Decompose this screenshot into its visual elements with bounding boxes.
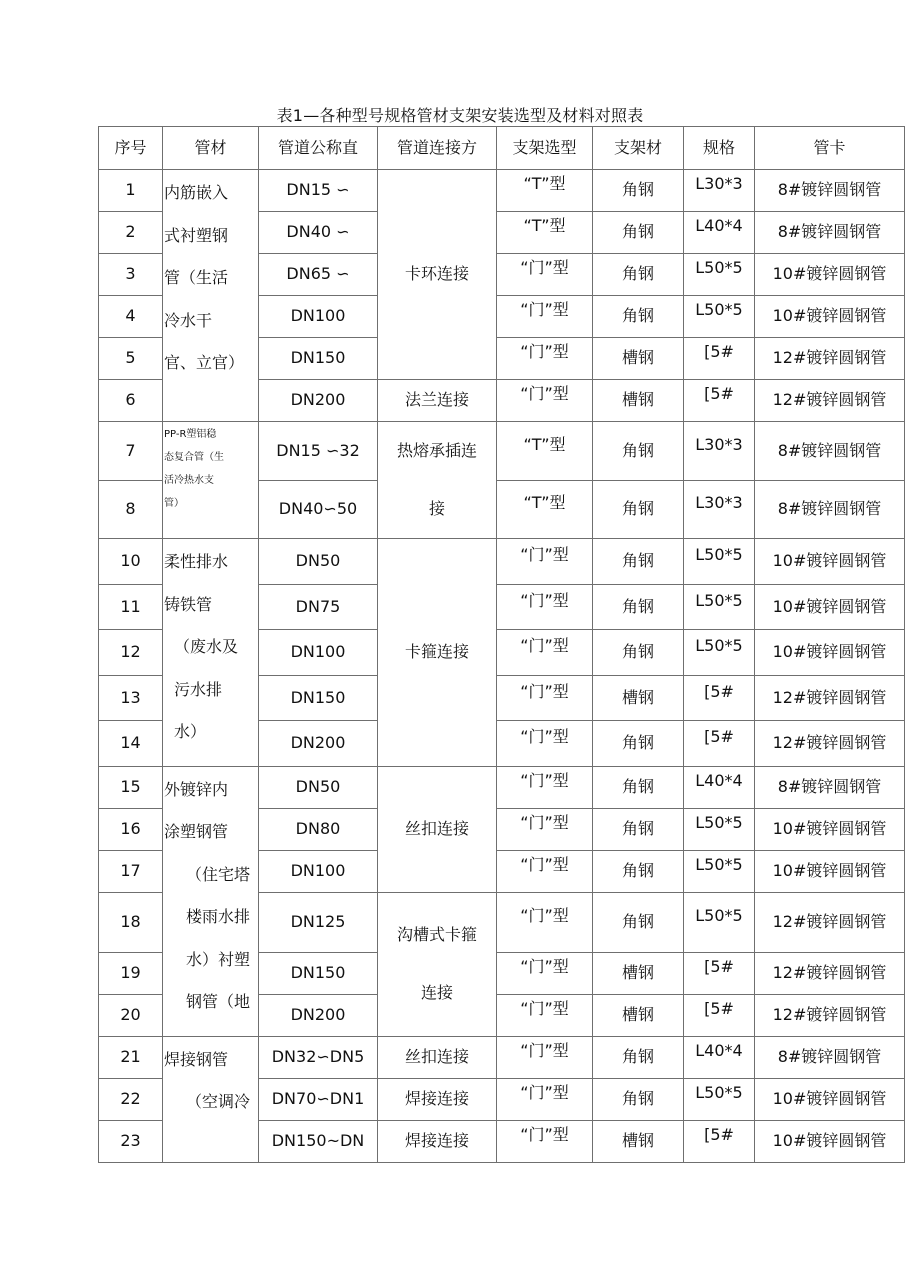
header-cell: 支架材 [593, 127, 684, 170]
support-type [497, 850, 593, 892]
spec [684, 338, 755, 380]
row-number: 3 [99, 254, 163, 296]
pipe-material-line: 外镀锌内 [164, 779, 229, 799]
support-type [497, 380, 593, 422]
spec [684, 170, 755, 212]
support-type-label: “门”型 [520, 384, 569, 404]
connection-method: 卡箍连接 [378, 539, 497, 767]
support-type-label: “门”型 [520, 956, 569, 976]
support-type-label: “门”型 [520, 905, 569, 925]
spec [684, 584, 755, 630]
pipe-support-table [98, 126, 905, 1163]
pipe-material-line: 水） [174, 722, 207, 741]
pipe-material-line: 官、立官） [164, 353, 245, 372]
pipe-clamp: 10#镀锌圆钢管 [755, 539, 905, 585]
spec-label: L50*5 [695, 300, 743, 320]
support-type [497, 296, 593, 338]
nominal-diameter: DN200 [259, 721, 378, 767]
row-number: 1 [99, 170, 163, 212]
support-type-label: “门”型 [520, 1124, 569, 1144]
connection-method-line: 沟槽式卡箍 [396, 925, 477, 944]
support-type-label: “门”型 [520, 1040, 569, 1060]
support-type [497, 952, 593, 994]
pipe-material-cell [163, 539, 259, 767]
nominal-diameter: DN150 [259, 952, 378, 994]
spec [684, 630, 755, 676]
nominal-diameter: DN150 [259, 338, 378, 380]
pipe-clamp: 12#镀锌圆钢管 [755, 721, 905, 767]
spec-label: L50*5 [695, 258, 743, 278]
table-row [99, 170, 905, 212]
pipe-material-line: 铸铁管 [164, 594, 213, 614]
spec [684, 1120, 755, 1162]
spec-label: L50*5 [695, 636, 743, 656]
support-type [497, 480, 593, 539]
row-number: 5 [99, 338, 163, 380]
spec-label: L50*5 [695, 545, 743, 565]
nominal-diameter: DN65 ∽ [259, 254, 378, 296]
spec-label: [5# [704, 1124, 734, 1144]
spec [684, 675, 755, 721]
row-number: 19 [99, 952, 163, 994]
spec-label: L40*4 [695, 770, 743, 790]
spec-label: [5# [704, 681, 734, 701]
spec-label: L30*3 [695, 434, 743, 454]
pipe-clamp: 12#镀锌圆钢管 [755, 892, 905, 952]
support-type-label: “门”型 [520, 590, 569, 610]
connection-method [378, 892, 497, 1036]
support-material: 槽钢 [593, 994, 684, 1036]
header-cell: 管道公称直 [259, 127, 378, 170]
support-material: 角钢 [593, 584, 684, 630]
support-type-label: “门”型 [520, 854, 569, 874]
spec-label: L40*4 [695, 216, 743, 236]
nominal-diameter: DN100 [259, 850, 378, 892]
support-type [497, 212, 593, 254]
support-type-label: “门”型 [520, 812, 569, 832]
support-type [497, 808, 593, 850]
support-type [497, 1078, 593, 1120]
support-material: 角钢 [593, 630, 684, 676]
support-type [497, 1036, 593, 1078]
connection-method [378, 422, 497, 539]
pipe-clamp: 10#镀锌圆钢管 [755, 630, 905, 676]
pipe-material-line: （住宅塔 [186, 864, 251, 884]
spec-label: L50*5 [695, 854, 743, 874]
support-material: 角钢 [593, 296, 684, 338]
support-type [497, 994, 593, 1036]
pipe-material-line: （废水及 [174, 637, 239, 656]
support-material: 槽钢 [593, 952, 684, 994]
spec-label: L30*3 [695, 174, 743, 194]
support-material: 角钢 [593, 850, 684, 892]
spec [684, 994, 755, 1036]
pipe-clamp: 8#镀锌圆钢管 [755, 480, 905, 539]
table-row [99, 539, 905, 585]
support-type [497, 1120, 593, 1162]
pipe-material-line: 柔性排水 [164, 552, 229, 571]
spec [684, 721, 755, 767]
support-type [497, 630, 593, 676]
spec [684, 212, 755, 254]
spec [684, 766, 755, 808]
support-material: 槽钢 [593, 338, 684, 380]
pipe-clamp: 10#镀锌圆钢管 [755, 1078, 905, 1120]
header-cell: 序号 [99, 127, 163, 170]
pipe-material-line: 内筋嵌入 [164, 183, 229, 202]
pipe-clamp: 12#镀锌圆钢管 [755, 994, 905, 1036]
support-type-label: “门”型 [520, 998, 569, 1018]
table-title: 表1—各种型号规格管材支架安装选型及材料对照表 [276, 106, 644, 125]
pipe-clamp: 12#镀锌圆钢管 [755, 675, 905, 721]
support-material: 角钢 [593, 766, 684, 808]
support-type [497, 766, 593, 808]
pipe-clamp: 10#镀锌圆钢管 [755, 254, 905, 296]
support-type [497, 254, 593, 296]
support-material: 角钢 [593, 170, 684, 212]
row-number: 4 [99, 296, 163, 338]
spec-label: [5# [704, 342, 734, 362]
pipe-material-line: 水）衬塑 [186, 949, 251, 969]
row-number: 14 [99, 721, 163, 767]
pipe-material-line: 冷水干 [164, 310, 213, 330]
spec [684, 380, 755, 422]
support-type [497, 539, 593, 585]
table-row [99, 422, 905, 481]
support-material: 角钢 [593, 212, 684, 254]
nominal-diameter: DN150~DN [259, 1120, 378, 1162]
spec-label: [5# [704, 956, 734, 976]
nominal-diameter: DN100 [259, 630, 378, 676]
table-row [99, 1036, 905, 1078]
row-number: 18 [99, 892, 163, 952]
header-cell: 管材 [163, 127, 259, 170]
support-type [497, 721, 593, 767]
pipe-clamp: 12#镀锌圆钢管 [755, 952, 905, 994]
spec [684, 1078, 755, 1120]
nominal-diameter: DN32∽DN5 [259, 1036, 378, 1078]
nominal-diameter: DN50 [259, 766, 378, 808]
pipe-material-line: 钢管（地 [186, 992, 251, 1011]
pipe-material-line: 活冷热水支 [164, 475, 214, 486]
row-number: 23 [99, 1120, 163, 1162]
support-type [497, 422, 593, 481]
header-row [99, 127, 905, 170]
spec-label: [5# [704, 727, 734, 747]
nominal-diameter: DN70∽DN1 [259, 1078, 378, 1120]
support-type-label: “T”型 [523, 174, 566, 194]
support-type [497, 170, 593, 212]
header-cell: 支架选型 [497, 127, 593, 170]
pipe-clamp: 10#镀锌圆钢管 [755, 584, 905, 630]
pipe-clamp: 8#镀锌圆钢管 [755, 1036, 905, 1078]
support-type [497, 675, 593, 721]
spec [684, 539, 755, 585]
spec-label: L50*5 [695, 590, 743, 610]
pipe-clamp: 8#镀锌圆钢管 [755, 422, 905, 481]
spec-label: L40*4 [695, 1040, 743, 1060]
pipe-clamp: 10#镀锌圆钢管 [755, 808, 905, 850]
nominal-diameter: DN200 [259, 380, 378, 422]
row-number: 15 [99, 766, 163, 808]
support-type-label: “门”型 [520, 342, 569, 362]
spec-label: L50*5 [695, 812, 743, 832]
nominal-diameter: DN15 ∽ [259, 170, 378, 212]
connection-method-line: 热熔承插连 [396, 441, 477, 460]
support-type-label: “门”型 [520, 681, 569, 701]
support-type-label: “门”型 [520, 770, 569, 790]
spec [684, 808, 755, 850]
support-type-label: “门”型 [520, 727, 569, 747]
nominal-diameter: DN40 ∽ [259, 212, 378, 254]
spec [684, 850, 755, 892]
spec-label: L50*5 [695, 905, 743, 925]
nominal-diameter: DN40∽50 [259, 480, 378, 539]
pipe-clamp: 10#镀锌圆钢管 [755, 1120, 905, 1162]
spec [684, 296, 755, 338]
support-material: 角钢 [593, 721, 684, 767]
support-type [497, 892, 593, 952]
spec [684, 480, 755, 539]
pipe-material-line: 涂塑钢管 [164, 822, 229, 841]
nominal-diameter: DN80 [259, 808, 378, 850]
connection-method: 法兰连接 [378, 380, 497, 422]
row-number: 12 [99, 630, 163, 676]
pipe-clamp: 12#镀锌圆钢管 [755, 380, 905, 422]
row-number: 6 [99, 380, 163, 422]
nominal-diameter: DN150 [259, 675, 378, 721]
table-row [99, 766, 905, 808]
pipe-clamp: 8#镀锌圆钢管 [755, 170, 905, 212]
support-type-label: “门”型 [520, 258, 569, 278]
pipe-material-line: （空调冷 [186, 1092, 251, 1111]
support-material: 角钢 [593, 539, 684, 585]
connection-method: 焊接连接 [378, 1120, 497, 1162]
nominal-diameter: DN200 [259, 994, 378, 1036]
nominal-diameter: DN75 [259, 584, 378, 630]
spec [684, 422, 755, 481]
nominal-diameter: DN15 ∽32 [259, 422, 378, 481]
pipe-material-line: 态复合管（生 [164, 452, 224, 463]
connection-method: 焊接连接 [378, 1078, 497, 1120]
spec-label: L50*5 [695, 1082, 743, 1102]
pipe-clamp: 8#镀锌圆钢管 [755, 212, 905, 254]
pipe-material-line: 管（生活 [164, 268, 229, 287]
pipe-material-line: 式衬塑钢 [164, 225, 229, 245]
row-number: 2 [99, 212, 163, 254]
support-material: 角钢 [593, 422, 684, 481]
connection-method: 丝扣连接 [378, 1036, 497, 1078]
connection-method: 丝扣连接 [378, 766, 497, 892]
row-number: 20 [99, 994, 163, 1036]
row-number: 21 [99, 1036, 163, 1078]
row-number: 17 [99, 850, 163, 892]
pipe-clamp: 8#镀锌圆钢管 [755, 766, 905, 808]
spec-label: [5# [704, 998, 734, 1018]
row-number: 11 [99, 584, 163, 630]
spec-label: L30*3 [695, 493, 743, 513]
spec [684, 892, 755, 952]
row-number: 8 [99, 480, 163, 539]
header-cell: 管卡 [755, 127, 905, 170]
pipe-material-line: PP-R塑铝稳 [164, 429, 217, 440]
support-material: 角钢 [593, 1036, 684, 1078]
spec [684, 952, 755, 994]
nominal-diameter: DN100 [259, 296, 378, 338]
spec [684, 1036, 755, 1078]
connection-method-line: 接 [428, 499, 445, 518]
support-type [497, 584, 593, 630]
pipe-material-line: 污水排 [174, 679, 223, 699]
nominal-diameter: DN125 [259, 892, 378, 952]
pipe-material-cell [163, 1036, 259, 1162]
row-number: 16 [99, 808, 163, 850]
support-material: 角钢 [593, 808, 684, 850]
pipe-material-line: 焊接钢管 [164, 1049, 229, 1069]
pipe-material-cell [163, 170, 259, 422]
connection-method-line: 连接 [420, 983, 453, 1002]
pipe-clamp: 10#镀锌圆钢管 [755, 296, 905, 338]
support-type-label: “门”型 [520, 636, 569, 656]
support-type [497, 338, 593, 380]
support-type-label: “T”型 [523, 493, 566, 513]
row-number: 7 [99, 422, 163, 481]
support-material: 角钢 [593, 254, 684, 296]
nominal-diameter: DN50 [259, 539, 378, 585]
spec [684, 254, 755, 296]
pipe-material-line: 楼雨水排 [186, 907, 251, 926]
pipe-material-cell [163, 422, 259, 539]
support-material: 角钢 [593, 480, 684, 539]
row-number: 10 [99, 539, 163, 585]
support-type-label: “T”型 [523, 434, 566, 454]
support-type-label: “T”型 [523, 216, 566, 236]
pipe-material-cell [163, 766, 259, 1036]
row-number: 22 [99, 1078, 163, 1120]
pipe-material-line: 管） [164, 498, 184, 509]
pipe-clamp: 10#镀锌圆钢管 [755, 850, 905, 892]
support-type-label: “门”型 [520, 545, 569, 565]
support-type-label: “门”型 [520, 1082, 569, 1102]
spec-label: [5# [704, 384, 734, 404]
header-cell: 规格 [684, 127, 755, 170]
support-material: 槽钢 [593, 380, 684, 422]
connection-method: 卡环连接 [378, 170, 497, 380]
header-cell: 管道连接方 [378, 127, 497, 170]
support-material: 角钢 [593, 1078, 684, 1120]
support-type-label: “门”型 [520, 300, 569, 320]
pipe-clamp: 12#镀锌圆钢管 [755, 338, 905, 380]
row-number: 13 [99, 675, 163, 721]
support-material: 槽钢 [593, 1120, 684, 1162]
support-material: 角钢 [593, 892, 684, 952]
support-material: 槽钢 [593, 675, 684, 721]
